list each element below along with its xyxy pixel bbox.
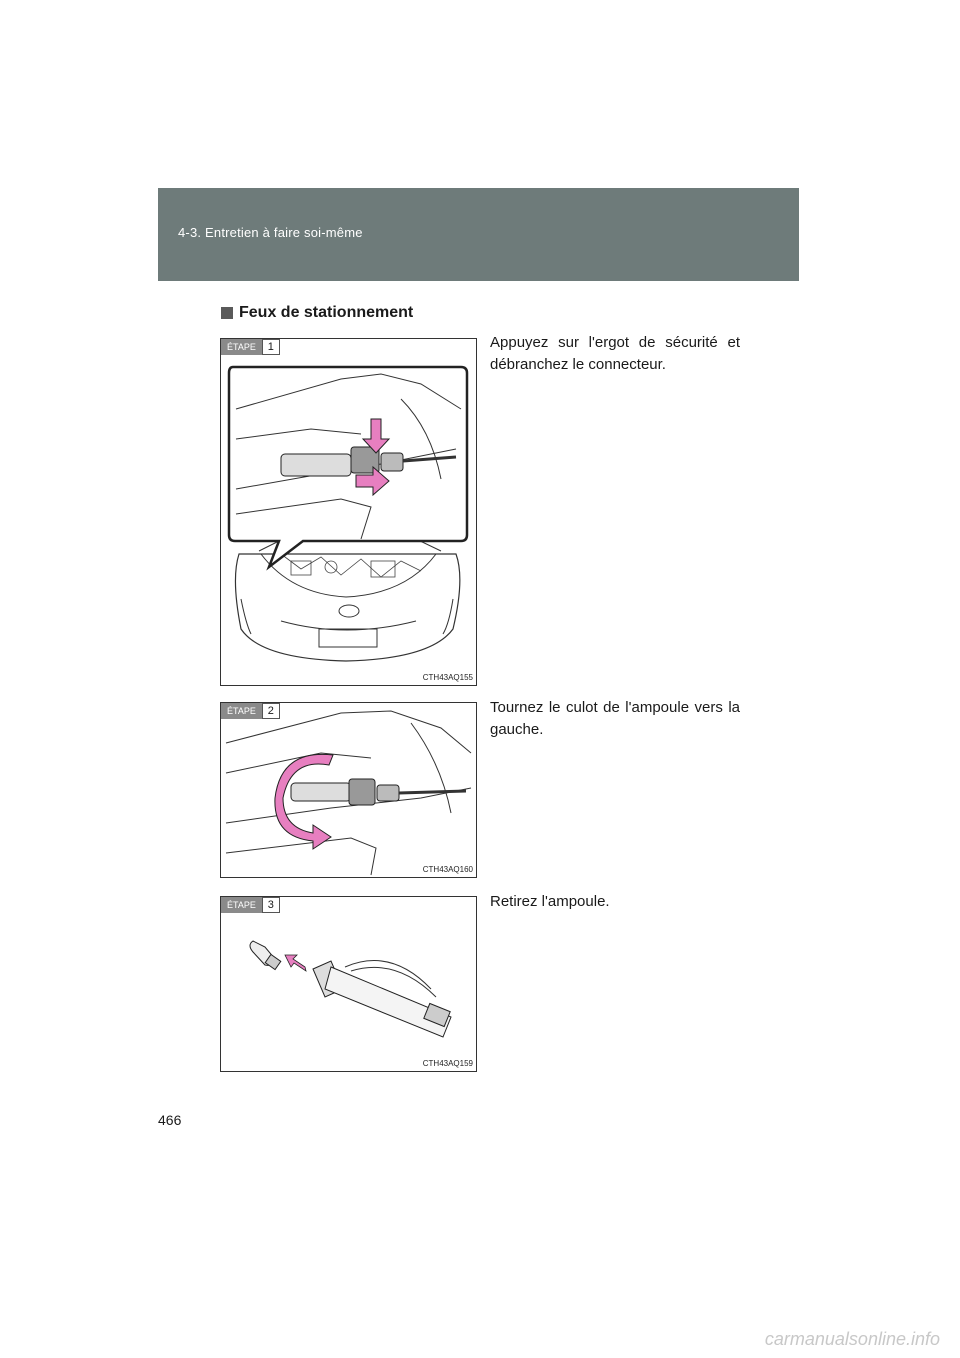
step-badge (221, 339, 280, 355)
watermark: carmanualsonline.info (764, 1329, 940, 1349)
figure-step-3 (220, 896, 477, 1072)
engine-bay-illustration (221, 339, 476, 685)
section-heading (221, 304, 413, 322)
step-number: 2 (262, 703, 280, 719)
step-badge (221, 897, 280, 913)
breadcrumb: 4-3. Entretien à faire soi-même (178, 225, 363, 240)
step-label: ÉTAPE (221, 897, 262, 913)
figure-code: CTH43AQ159 (422, 1059, 473, 1068)
step-3-instruction: Retirez l'ampoule. (490, 893, 610, 910)
step-badge (221, 703, 280, 719)
step-number: 1 (262, 339, 280, 355)
page-number: 466 (158, 1112, 182, 1128)
square-bullet-icon (221, 307, 233, 319)
step-number: 3 (262, 897, 280, 913)
step-label: ÉTAPE (221, 339, 262, 355)
step-1-instruction: Appuyez sur l'ergot de sécurité et débranchez le connecteur. (490, 334, 740, 373)
figure-step-1 (220, 338, 477, 686)
bulb-removal-illustration (221, 897, 476, 1071)
step-label: ÉTAPE (221, 703, 262, 719)
section-title: Feux de stationnement (239, 304, 414, 321)
bulb-socket-illustration (221, 703, 476, 877)
step-2-instruction: Tournez le culot de l'ampoule vers la gauche. (490, 699, 740, 738)
figure-code: CTH43AQ160 (422, 865, 473, 874)
figure-code: CTH43AQ155 (422, 673, 473, 682)
figure-step-2 (220, 702, 477, 878)
header-band (158, 188, 799, 281)
